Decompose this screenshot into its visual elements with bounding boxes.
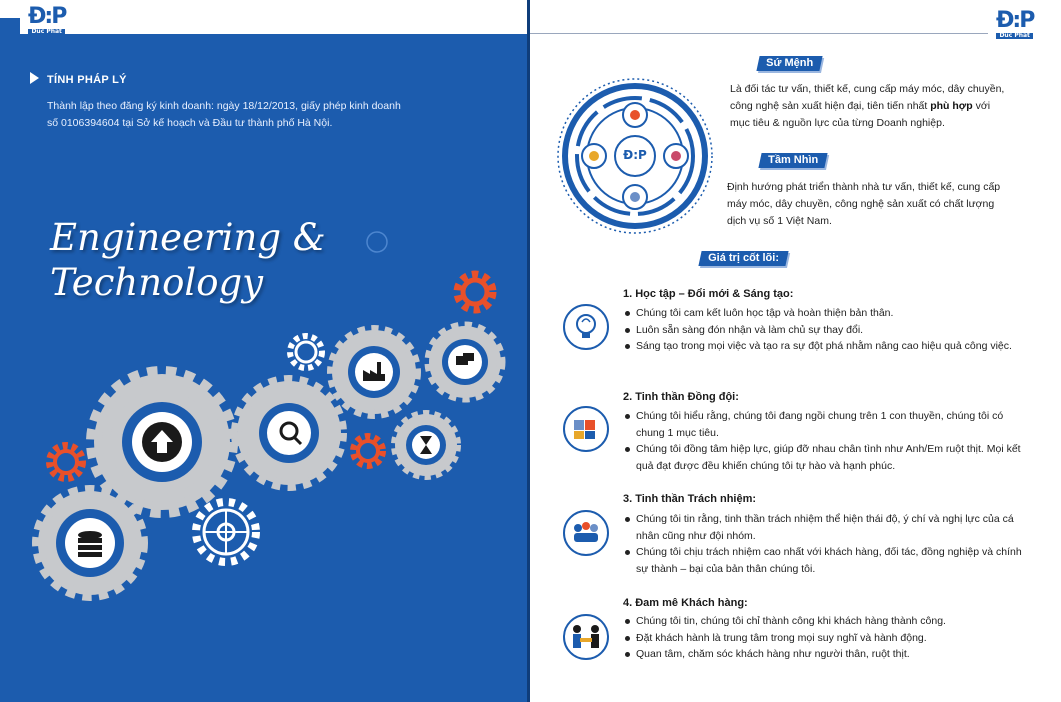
triangle-bullet-icon — [30, 72, 39, 84]
left-header-band — [0, 0, 527, 34]
factory-gear-icon — [332, 330, 416, 414]
responsibility-team-icon — [563, 510, 609, 556]
headline-line-2: Technology — [50, 261, 264, 304]
logo-mark-right: Đ:P — [996, 8, 1034, 33]
mission-text — [730, 81, 1045, 132]
vision-text — [727, 179, 1042, 230]
vision-line-1: Định hướng phát triển thành nhà tư vấn, thiết kế, cung cấp — [727, 181, 1001, 193]
header-accent-strip — [0, 18, 20, 34]
orange-gear-left — [50, 446, 82, 478]
value-3-title: 3. Tinh thần Trách nhiệm: — [623, 493, 757, 505]
mission-line-2 — [730, 98, 1045, 115]
value-4-title: 4. Đam mê Khách hàng: — [623, 597, 748, 609]
vision-line-3: dịch vụ số 1 Việt Nam. — [727, 215, 832, 227]
list-item: Chúng tôi đồng tâm hiệp lực, giúp đỡ nhau chân tình như Anh/Em ruột thịt. Mọi kết quả đạt được đều khiến chúng tôi tự hào và hạnh phúc. — [623, 441, 1033, 474]
database-gear-icon — [38, 491, 142, 595]
value-4-list — [623, 613, 1033, 663]
mission-line-2c: với — [972, 100, 991, 112]
list-item: Sáng tạo trong mọi việc và tạo ra sự đột phá nhằm nâng cao hiệu quả công việc. — [623, 338, 1033, 355]
right-header-rule — [530, 33, 988, 34]
upload-gear-icon — [94, 374, 230, 510]
orange-gear-mid — [354, 437, 382, 465]
logo-sub-right: Duc Phat — [996, 33, 1033, 39]
brand-logo — [28, 6, 65, 35]
hourglass-gear-icon — [395, 414, 457, 476]
list-item: Chúng tôi cam kết luôn học tập và hoàn thiện bản thân. — [623, 305, 1033, 322]
teamwork-puzzle-icon — [563, 406, 609, 452]
left-page — [0, 0, 527, 702]
core-emblem — [556, 77, 714, 235]
decor-circle — [367, 232, 387, 252]
search-gear-icon — [237, 381, 341, 485]
value-2-title: 2. Tinh thần Đồng đội: — [623, 391, 739, 403]
core-values-ribbon — [698, 251, 788, 266]
legal-heading — [30, 72, 127, 86]
mission-ribbon — [756, 56, 822, 71]
vision-ribbon — [758, 153, 827, 168]
gears-illustration — [0, 230, 527, 702]
value-2-list — [623, 408, 1033, 474]
list-item: Luôn sẵn sàng đón nhận và làm chủ sự thay đổi. — [623, 322, 1033, 339]
list-item: Quan tâm, chăm sóc khách hàng như người thân, ruột thịt. — [623, 646, 1033, 663]
legal-heading-text: TÍNH PHÁP LÝ — [47, 74, 127, 86]
outline-gear-large — [196, 502, 256, 562]
handshake-icon — [563, 614, 609, 660]
legal-line-2: số 0106394604 tại Sở kế hoạch và Đầu tư thành phố Hà Nội. — [47, 117, 333, 129]
logo-mark: Đ:P — [28, 4, 66, 29]
brain-bulb-icon — [563, 304, 609, 350]
mission-line-2a: công nghệ sản xuất hiện đại, tiên tiến nhất — [730, 100, 931, 112]
mission-line-3: mục tiêu & nguồn lực của từng Doanh nghiệp. — [730, 117, 945, 129]
svg-text:Đ:P: Đ:P — [623, 148, 647, 162]
page-spine — [527, 0, 530, 702]
legal-text — [47, 98, 467, 132]
value-1-list — [623, 305, 1033, 355]
orange-gear-top — [458, 275, 492, 309]
mission-title: Sứ Mệnh — [766, 57, 814, 69]
brand-logo-right — [996, 10, 1033, 39]
outline-gear-small — [290, 336, 322, 368]
logo-sub: Duc Phat — [28, 29, 65, 35]
list-item: Chúng tôi chịu trách nhiệm cao nhất với khách hàng, đối tác, đồng nghiệp và chính sự thành – bại của bản thân chúng tôi. — [623, 544, 1033, 577]
list-item: Chúng tôi hiểu rằng, chúng tôi đang ngồi chung trên 1 con thuyền, chúng tôi có chung 1 mục tiêu. — [623, 408, 1033, 441]
mission-line-2-bold: phù hợp — [930, 100, 973, 112]
list-item: Chúng tôi tin, chúng tôi chỉ thành công khi khách hàng thành công. — [623, 613, 1033, 630]
list-item: Chúng tôi tin rằng, tinh thần trách nhiệm thể hiện thái độ, ý chí và nghị lực của cá nhân cũng như đội nhóm. — [623, 511, 1033, 544]
list-item: Đặt khách hành là trung tâm trong mọi suy nghĩ và hành động. — [623, 630, 1033, 647]
vision-line-2: máy móc, dây chuyền, công nghệ sản xuất có chất lượng — [727, 198, 995, 210]
value-1-title: 1. Học tập – Đổi mới & Sáng tạo: — [623, 288, 794, 300]
vision-title: Tầm Nhìn — [768, 154, 819, 166]
mission-line-1: Là đối tác tư vấn, thiết kế, cung cấp máy móc, dây chuyền, — [730, 83, 1005, 95]
legal-line-1: Thành lập theo đăng ký kinh doanh: ngày 18/12/2013, giấy phép kinh doanh — [47, 100, 401, 112]
core-values-title: Giá trị cốt lõi: — [708, 252, 780, 264]
headline-line-1: Engineering & — [50, 216, 326, 259]
value-3-list — [623, 511, 1033, 577]
chat-gear-icon — [429, 326, 501, 398]
